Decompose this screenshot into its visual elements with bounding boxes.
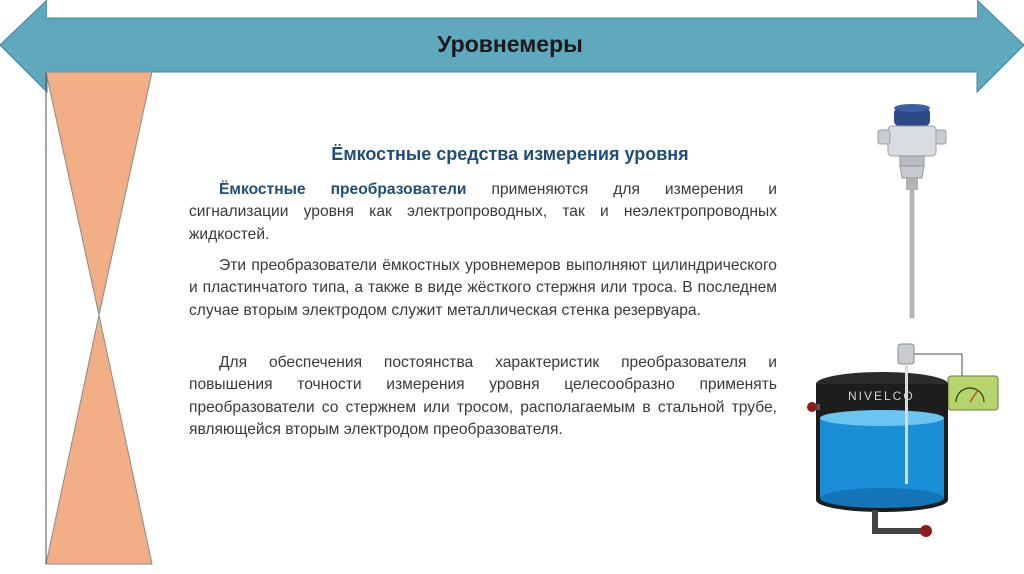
section-heading: Ёмкостные средства измерения уровня [331,144,689,164]
paragraph-1 [189,179,777,246]
paragraph-1-term: Ёмкостные преобразователи [219,181,467,198]
page-title: Уровнемеры [437,31,583,57]
paragraph-3: Для обеспечения постоянства характеристик преобразователя и повышения точности измерения уровня целесообразно применять преобразователи со стержнем или тросом, располагаемым в стальной трубе, являющейся вторым электродом преобразователя. [189,354,777,439]
level-sensor-image [872,100,952,322]
tank-illustration [806,340,1016,550]
tank-brand-label: NIVELCO [848,389,915,403]
hourglass-decoration [0,0,160,574]
paragraph-2: Эти преобразователи ёмкостных уровнемеров выполняют цилиндрического и пластинчатого типа, а также в виде жёсткого стержня или троса. В последнем случае вторым электродом служит металлическая стенка резервуара. [189,257,777,319]
paragraph-1-text: применяются для измерения и сигнализации уровня как электропроводных, так и неэлектропроводных жидкостей. [189,181,777,243]
